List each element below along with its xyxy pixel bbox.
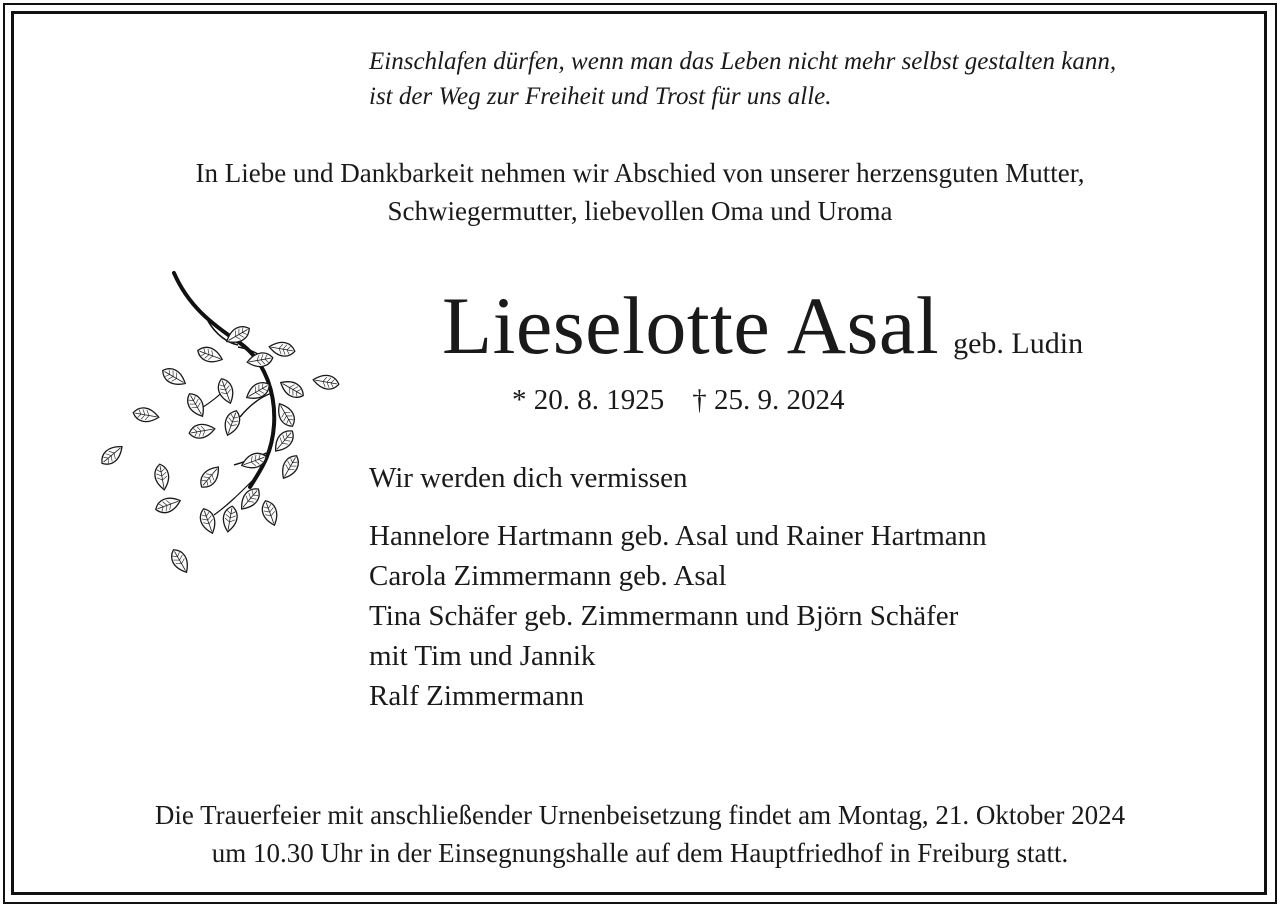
motto-quote — [369, 44, 1249, 114]
family-member: mit Tim und Jannik — [369, 640, 596, 672]
motto-line-1: Einschlafen dürfen, wenn man das Leben nicht mehr selbst gestalten kann, — [369, 48, 1117, 75]
death-date: † 25. 9. 2024 — [692, 384, 845, 416]
intro-line-2: Schwiegermutter, liebevollen Oma und Uroma — [387, 196, 893, 226]
deceased-name: Lieselotte Asal — [442, 280, 940, 371]
ceremony-line-2: um 10.30 Uhr in der Einsegnungshalle auf dem Hauptfriedhof in Freiburg statt. — [211, 838, 1069, 868]
life-dates — [512, 380, 845, 420]
closing-phrase: Wir werden dich vermissen — [369, 462, 688, 494]
motto-line-2: ist der Weg zur Freiheit und Trost für uns alle. — [369, 83, 832, 110]
intro-line-1: In Liebe und Dankbarkeit nehmen wir Abschied von unserer herzensguten Mutter, — [195, 158, 1085, 188]
birch-branch-icon — [90, 265, 350, 585]
family-list — [369, 516, 987, 716]
family-member: Tina Schäfer geb. Zimmermann und Björn Schäfer — [369, 600, 959, 632]
intro-text — [60, 154, 1220, 230]
ceremony-notice — [40, 796, 1240, 872]
birth-date: * 20. 8. 1925 — [512, 384, 665, 416]
ceremony-line-1: Die Trauerfeier mit anschließender Urnenbeisetzung findet am Montag, 21. Oktober 2024 — [154, 800, 1126, 830]
deceased-name-line — [442, 280, 1083, 372]
family-member: Carola Zimmermann geb. Asal — [369, 560, 727, 592]
family-member: Hannelore Hartmann geb. Asal und Rainer Hartmann — [369, 520, 987, 552]
birth-name: geb. Ludin — [953, 327, 1084, 360]
family-member: Ralf Zimmermann — [369, 680, 585, 712]
